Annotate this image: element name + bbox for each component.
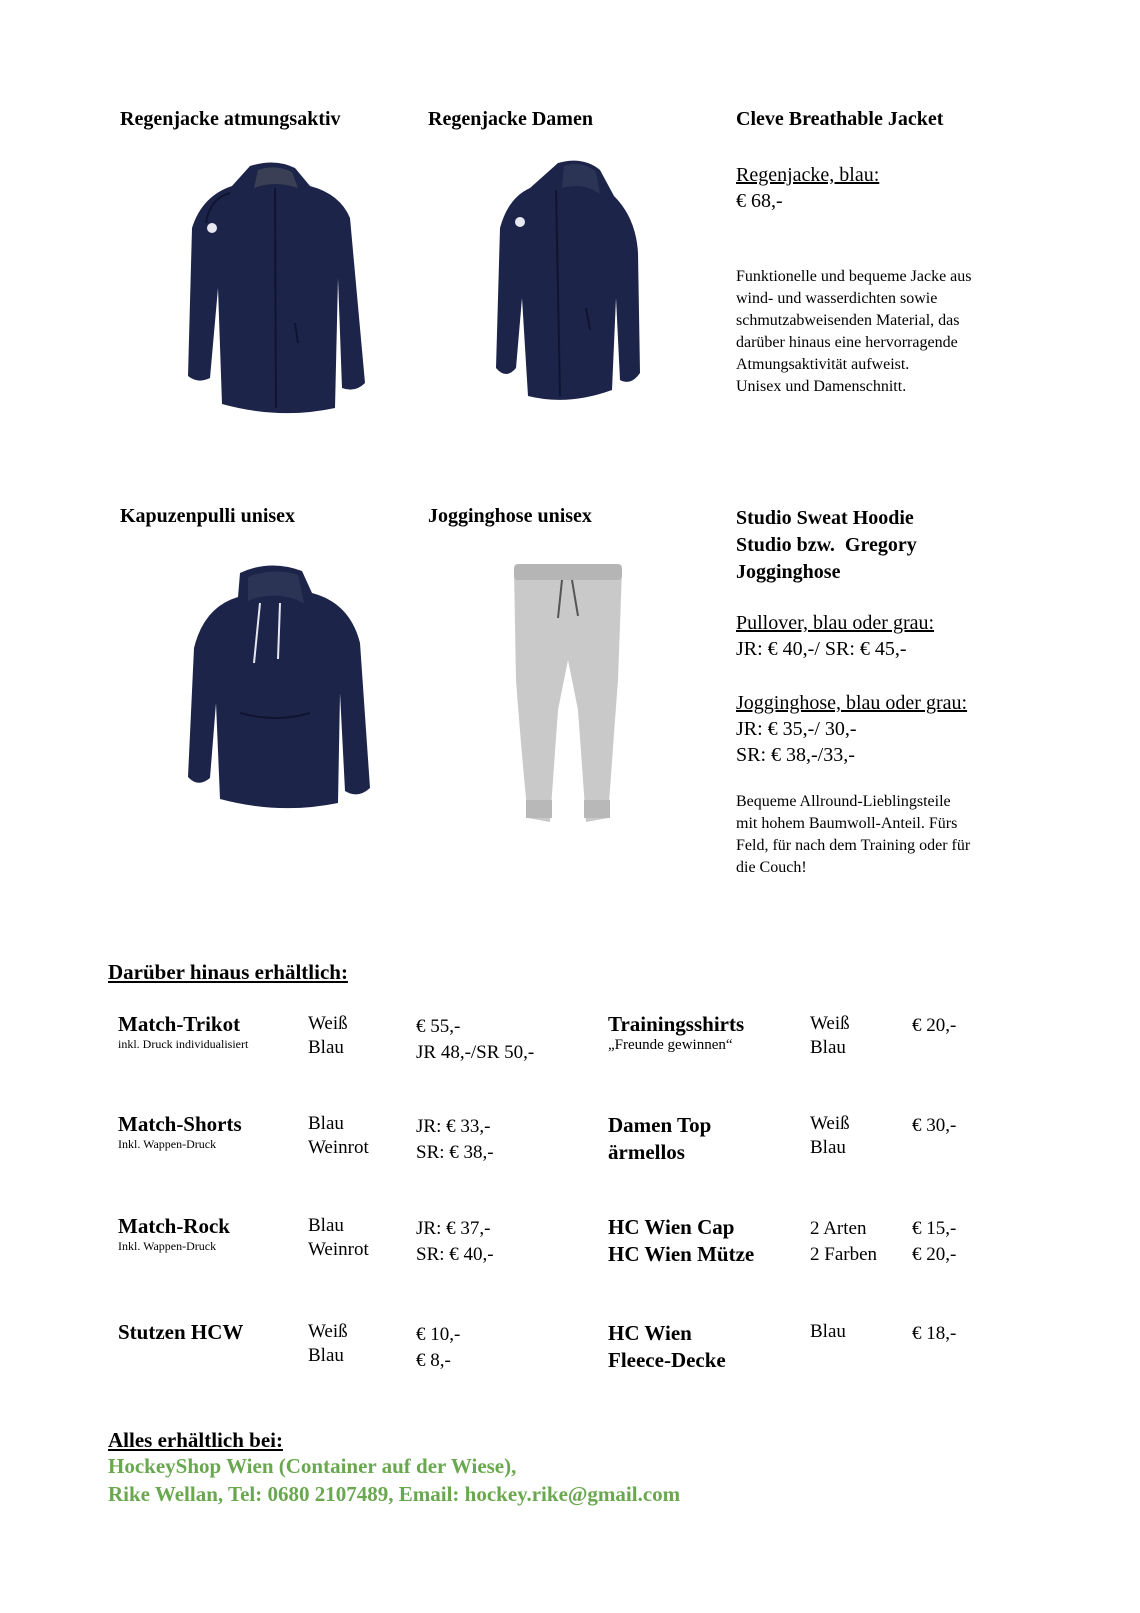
info2-pullover-label: Pullover, blau oder grau:	[736, 612, 935, 634]
item-price: SR: € 38,-	[416, 1142, 494, 1163]
item-price: JR: € 37,-	[416, 1218, 491, 1239]
item-color: Blau	[308, 1113, 344, 1134]
footer-contact	[108, 1452, 680, 1508]
navy-hoodie-icon	[180, 563, 380, 818]
item-color: Blau	[810, 1137, 846, 1158]
info1-desc-line: Funktionelle und bequeme Jacke aus	[736, 268, 972, 285]
info2-description	[736, 791, 970, 879]
info2-hose-price: JR: € 35,-/ 30,-	[736, 718, 857, 740]
item-colors	[308, 1012, 348, 1060]
item-prices	[416, 1322, 460, 1374]
item-color: Weiß	[810, 1113, 850, 1134]
item-sub: Inkl. Wappen-Druck	[118, 1137, 217, 1151]
footer-shop-line: HockeyShop Wien (Container auf der Wiese),	[108, 1454, 517, 1478]
item-name: Match-Shorts	[118, 1112, 242, 1136]
item-color: Weiß	[308, 1321, 348, 1342]
product-title-regenjacke: Regenjacke atmungsaktiv	[120, 108, 341, 130]
item-name: HC Wien Cap	[608, 1215, 735, 1239]
item-color: 2 Arten	[810, 1218, 867, 1239]
item-prices	[912, 1216, 956, 1268]
info2-title	[736, 505, 917, 586]
item-color: Weinrot	[308, 1137, 369, 1158]
list-item	[608, 1012, 744, 1054]
item-price: € 20,-	[912, 1244, 957, 1265]
extras-heading: Darüber hinaus erhältlich:	[108, 960, 348, 984]
info2-title-line: Studio Sweat Hoodie	[736, 507, 914, 529]
item-colors	[810, 1112, 850, 1160]
grey-jogging-pants-icon	[508, 560, 628, 835]
info2-hose-block	[736, 690, 967, 768]
item-color: Weinrot	[308, 1239, 369, 1260]
item-price: € 10,-	[416, 1324, 461, 1345]
item-prices	[416, 1114, 494, 1166]
info1-desc-line: wind- und wasserdichten sowie	[736, 290, 938, 307]
item-name: Stutzen HCW	[118, 1320, 244, 1344]
item-sub: inkl. Druck individualisiert	[118, 1037, 249, 1051]
list-item	[118, 1112, 242, 1152]
item-price: € 55,-	[416, 1016, 461, 1037]
item-prices	[416, 1014, 534, 1066]
item-price: € 8,-	[416, 1350, 451, 1371]
item-prices	[912, 1322, 956, 1346]
item-color: Blau	[308, 1215, 344, 1236]
item-color: Weiß	[308, 1013, 348, 1034]
item-sub: Inkl. Wappen-Druck	[118, 1239, 217, 1253]
info2-pullover-price: JR: € 40,-/ SR: € 45,-	[736, 638, 907, 660]
item-color: Blau	[810, 1321, 846, 1342]
item-price: € 15,-	[912, 1218, 957, 1239]
info1-price: € 68,-	[736, 190, 783, 212]
list-item	[118, 1012, 248, 1052]
info2-pullover-block	[736, 610, 934, 662]
list-item	[608, 1112, 711, 1166]
item-price: € 18,-	[912, 1323, 957, 1344]
item-name: ärmellos	[608, 1140, 685, 1164]
info2-title-line: Studio bzw. Gregory	[736, 534, 917, 556]
info1-desc-line: darüber hinaus eine hervorragende	[736, 334, 958, 351]
item-colors	[308, 1214, 369, 1262]
product-title-regenjacke-damen: Regenjacke Damen	[428, 108, 593, 130]
info2-title-line: Jogginghose	[736, 561, 841, 583]
item-sub: „Freunde gewinnen“	[608, 1037, 733, 1053]
item-colors	[810, 1012, 850, 1060]
item-name: HC Wien Mütze	[608, 1242, 755, 1266]
item-price: JR 48,-/SR 50,-	[416, 1042, 535, 1063]
item-prices	[416, 1216, 494, 1268]
list-item	[118, 1320, 243, 1345]
item-color: Blau	[308, 1037, 344, 1058]
footer-heading: Alles erhältlich bei:	[108, 1428, 283, 1452]
product-title-jogginghose: Jogginghose unisex	[428, 505, 592, 527]
info1-price-label: Regenjacke, blau:	[736, 164, 880, 186]
item-name: Damen Top	[608, 1113, 712, 1137]
item-colors	[308, 1112, 369, 1160]
info1-price-block	[736, 162, 879, 214]
info2-desc-line: Feld, für nach dem Training oder für	[736, 837, 971, 854]
item-colors	[810, 1216, 877, 1268]
item-price: SR: € 40,-	[416, 1244, 494, 1265]
item-colors	[810, 1320, 846, 1344]
item-price: JR: € 33,-	[416, 1116, 491, 1137]
item-color: Blau	[810, 1037, 846, 1058]
item-name: HC Wien	[608, 1321, 692, 1345]
info1-description	[736, 266, 972, 398]
item-name: Trainingsshirts	[608, 1012, 745, 1036]
navy-rain-jacket-icon	[170, 158, 375, 428]
item-price: € 20,-	[912, 1015, 957, 1036]
item-name: Fleece-Decke	[608, 1348, 726, 1372]
list-item	[608, 1320, 726, 1374]
list-item	[118, 1214, 230, 1254]
item-prices	[912, 1014, 956, 1038]
product-title-kapuzenpulli: Kapuzenpulli unisex	[120, 505, 296, 527]
item-price: € 30,-	[912, 1115, 957, 1136]
item-color: Blau	[308, 1345, 344, 1366]
info2-hose-price: SR: € 38,-/33,-	[736, 744, 855, 766]
navy-womens-rain-jacket-icon	[488, 158, 653, 413]
info2-desc-line: Bequeme Allround-Lieblingsteile	[736, 793, 951, 810]
item-name: Match-Rock	[118, 1214, 230, 1238]
info1-desc-line: Atmungsaktivität aufweist.	[736, 356, 910, 373]
item-color: 2 Farben	[810, 1244, 878, 1265]
item-prices	[912, 1114, 956, 1138]
info1-desc-line: Unisex und Damenschnitt.	[736, 378, 907, 395]
item-color: Weiß	[810, 1013, 850, 1034]
info-title-cleve: Cleve Breathable Jacket	[736, 108, 944, 130]
footer-contact-line: Rike Wellan, Tel: 0680 2107489, Email: hockey.rike@gmail.com	[108, 1482, 681, 1506]
list-item	[608, 1214, 754, 1268]
item-name: Match-Trikot	[118, 1012, 241, 1036]
item-colors	[308, 1320, 348, 1368]
info1-desc-line: schmutzabweisenden Material, das	[736, 312, 960, 329]
info2-hose-label: Jogginghose, blau oder grau:	[736, 692, 968, 714]
info2-desc-line: die Couch!	[736, 859, 807, 876]
info2-desc-line: mit hohem Baumwoll-Anteil. Fürs	[736, 815, 958, 832]
